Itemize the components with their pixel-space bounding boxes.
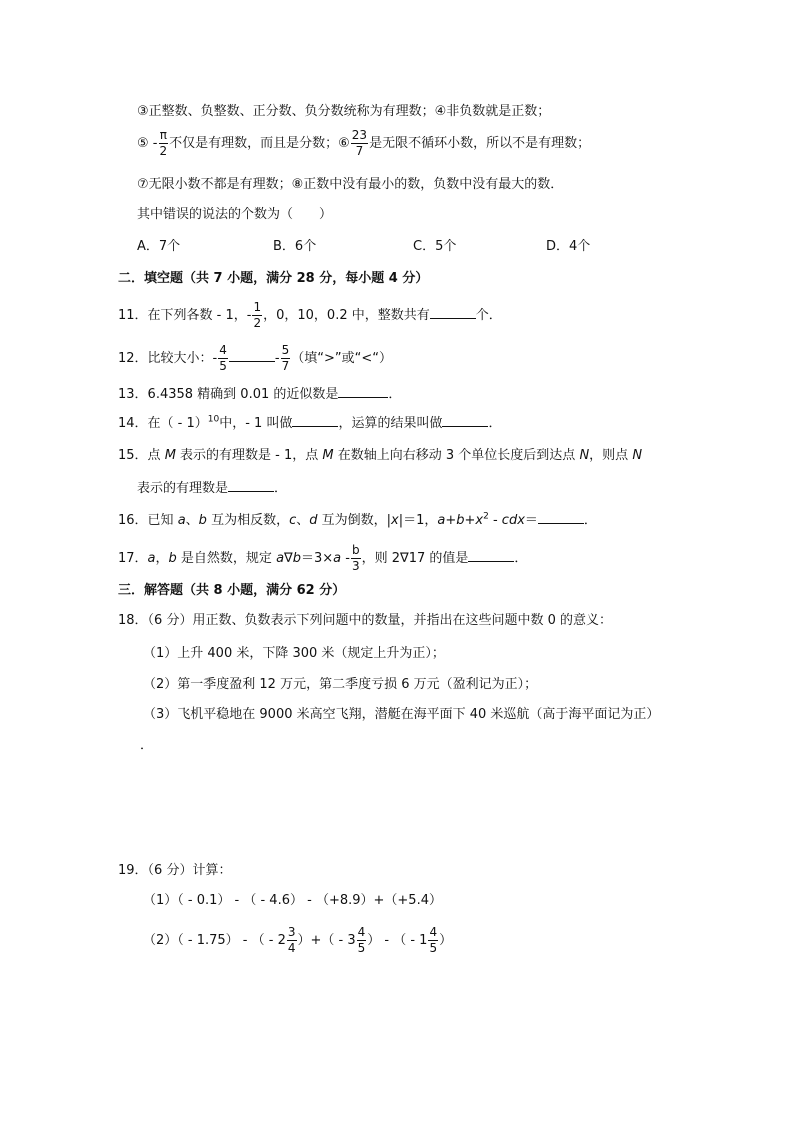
exponent-10: 10 xyxy=(207,414,220,425)
q10-line-7-8: ⑦无限小数不都是有理数；⑧正数中没有最小的数，负数中没有最大的数． xyxy=(137,177,564,192)
answer-blank-16[interactable] xyxy=(538,511,584,524)
question-18-part-3: （3）飞机平稳地在 9000 米高空飞翔，潜艇在海平面下 40 米巡航（高于海平面记为正） xyxy=(143,707,660,722)
answer-blank-11[interactable] xyxy=(430,306,476,319)
answer-blank-13[interactable] xyxy=(338,385,388,398)
answer-blank-12[interactable] xyxy=(229,349,275,362)
answer-blank-14b[interactable] xyxy=(442,414,488,427)
question-18-intro: 18．（6 分）用正数、负数表示下列问题中的数量，并指出在这些问题中数 0 的意义： xyxy=(118,613,612,628)
q10-question-stem: 其中错误的说法的个数为（ ） xyxy=(137,207,333,222)
question-18-part-3-end: ． xyxy=(140,738,154,753)
question-18-part-1: （1）上升 400 米，下降 300 米（规定上升为正）； xyxy=(143,646,445,661)
section-3-title: 三．解答题（共 8 小题，满分 62 分） xyxy=(118,583,346,598)
q10-option-b[interactable]: B．6个 xyxy=(273,239,317,254)
question-17: 17．a，b 是自然数，规定 a∇b＝3×a - $\frac{b}{3}$ ，则 2∇17 的值是 ． xyxy=(118,543,528,573)
question-19-part-2: （2）（ - 1.75） - （ - 2 $\frac{3}{4}$ ）+（ - 3 $\frac{4}{5}$ ） - （ - 1 $\frac{4}{5}$ ） xyxy=(143,925,453,955)
fraction-b-over-3: $\frac{b}{3}$ xyxy=(351,543,360,573)
question-19-intro: 19．（6 分）计算： xyxy=(118,863,232,878)
q10-l2-b: 不仅是有理数，而且是分数；⑥ xyxy=(169,136,350,151)
question-19-part-1: （1）（ - 0.1） - （ - 4.6） - （+8.9）+（+5.4） xyxy=(143,893,442,908)
answer-blank-15[interactable] xyxy=(228,479,274,492)
q10-l2-a: ⑤ - xyxy=(137,136,158,151)
fraction-4-over-5: $\frac{4}{5}$ xyxy=(219,343,227,373)
question-15-line-2: 表示的有理数是 ． xyxy=(137,481,288,496)
question-15-line-1: 15．点 M 表示的有理数是 - 1，点 M 在数轴上向右移动 3 个单位长度后到达点 N，则点 N xyxy=(118,448,643,463)
section-2-title: 二．填空题（共 7 小题，满分 28 分，每小题 4 分） xyxy=(118,271,429,286)
fraction-23-over-7: $\frac{23}{7}$ xyxy=(351,128,368,158)
q10-line-3-4: ③正整数、负整数、正分数、负分数统称为有理数；④非负数就是正数； xyxy=(137,104,551,119)
q10-line-5-6 xyxy=(137,128,590,159)
fraction-1-over-2: $\frac{1}{2}$ xyxy=(253,300,262,330)
fraction-4-over-5-b: $\frac{4}{5}$ xyxy=(429,925,438,955)
fraction-4-over-5-a: $\frac{4}{5}$ xyxy=(357,925,366,955)
q10-option-c[interactable]: C．5个 xyxy=(413,239,457,254)
fraction-pi-over-2: $\frac{\pi}{2}$ xyxy=(159,128,168,158)
question-14: 14．在（ - 1）$^{10}$中，- 1 叫做 ，运算的结果叫做 ． xyxy=(118,414,502,431)
q10-option-a[interactable]: A．7个 xyxy=(137,239,181,254)
question-11: 11．在下列各数 - 1，- $\frac{1}{2}$ ，0，10，0.2 中，整数共有 个． xyxy=(118,300,502,330)
question-16: 16．已知 a、b 互为相反数，c、d 互为倒数，|x|＝1，$a+b+x^2 - cdx=$ ． xyxy=(118,511,597,528)
answer-blank-17[interactable] xyxy=(468,549,514,562)
fraction-3-over-4: $\frac{3}{4}$ xyxy=(287,925,296,955)
q10-option-d[interactable]: D．4个 xyxy=(546,239,591,254)
question-18-part-2: （2）第一季度盈利 12 万元，第二季度亏损 6 万元（盈利记为正）； xyxy=(143,677,538,692)
answer-blank-14a[interactable] xyxy=(292,414,338,427)
question-13: 13．6.4358 精确到 0.01 的近似数是 ． xyxy=(118,387,402,402)
fraction-5-over-7: $\frac{5}{7}$ xyxy=(281,343,290,373)
question-12: 12．比较大小：- $\frac{4}{5}$ - $\frac{5}{7}$ （填“>”或“<“） xyxy=(118,343,392,373)
q10-l2-c: 是无限不循环小数，所以不是有理数； xyxy=(369,136,591,151)
